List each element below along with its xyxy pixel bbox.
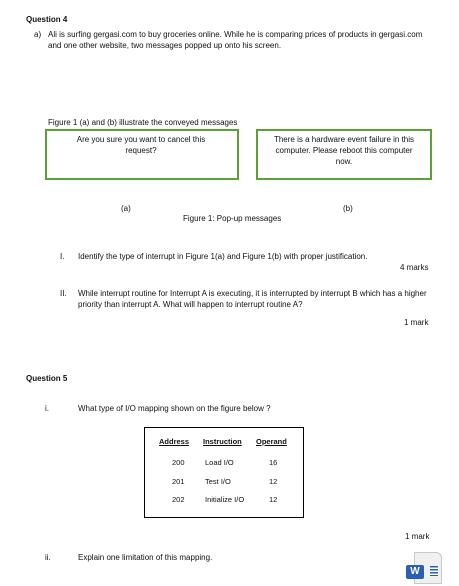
subq-I-marks: 4 marks [400, 263, 429, 272]
q5-i-marker: i. [45, 404, 49, 413]
table-cell: 200 [172, 458, 185, 467]
table-header-instruction: Instruction [203, 437, 242, 446]
table-cell: Test I/O [205, 477, 231, 486]
table-cell: 12 [269, 477, 278, 486]
question-5-heading: Question 5 [26, 374, 68, 383]
table-cell: 201 [172, 477, 185, 486]
table-header-address: Address [159, 437, 190, 446]
word-document-icon[interactable] [404, 552, 442, 584]
part-a-text: Ali is surfing gergasi.com to buy groceries online. While he is comparing prices of products in gergasi.com and one other website, two messages popped up onto his screen. [48, 30, 423, 50]
q5-ii-text: Explain one limitation of this mapping. [78, 553, 213, 562]
text-lines-icon [430, 566, 438, 576]
popup-b-text: There is a hardware event failure in this computer. Please reboot this computer now. [273, 135, 415, 166]
subq-II-marks: 1 mark [404, 318, 429, 327]
table-cell: Load I/O [205, 458, 234, 467]
popup-message-a [45, 129, 239, 180]
popup-message-b [256, 129, 432, 180]
subq-I-marker: I. [60, 252, 65, 261]
q5-i-marks: 1 mark [405, 532, 430, 541]
table-cell: 16 [269, 458, 278, 467]
question-4-heading: Question 4 [26, 15, 68, 24]
figure-caption: Figure 1: Pop-up messages [183, 214, 282, 223]
io-mapping-table [144, 427, 304, 518]
table-cell: 12 [269, 495, 278, 504]
table-header-operand: Operand [256, 437, 287, 446]
q5-i-text: What type of I/O mapping shown on the figure below ? [78, 404, 271, 413]
figure-label-b: (b) [343, 204, 353, 213]
subq-II-marker: II. [60, 289, 67, 298]
figure-label-a: (a) [121, 204, 131, 213]
table-cell: 202 [172, 495, 185, 504]
part-a-marker: a) [34, 30, 42, 39]
table-cell: Initialize I/O [205, 495, 245, 504]
popup-a-text: Are you sure you want to cancel this request? [76, 135, 206, 155]
subq-II-text: While interrupt routine for Interrupt A is executing, it is interrupted by interrupt B which has a higher priority than interrupt A. What will happen to interrupt routine A? [78, 289, 427, 309]
q5-ii-marker: ii. [45, 553, 51, 562]
figure-intro: Figure 1 (a) and (b) illustrate the conveyed messages [48, 118, 238, 127]
subq-I-text: Identify the type of interrupt in Figure 1(a) and Figure 1(b) with proper justification. [78, 252, 368, 261]
word-letter-icon: W [406, 565, 424, 579]
